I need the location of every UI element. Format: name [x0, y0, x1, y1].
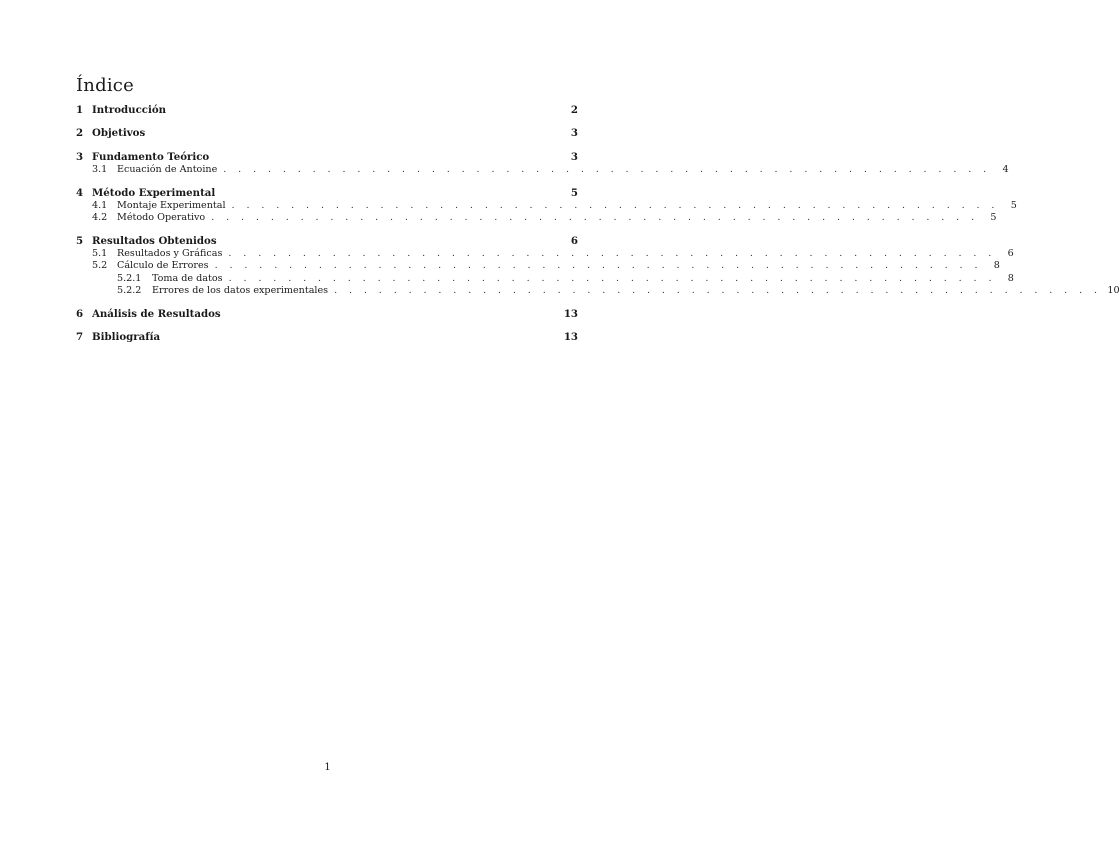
toc-entry-number: 4: [76, 186, 84, 199]
toc-dot-leader: . . . . . . . . . . . . . . . . . . . . . . . . . . . . . . . . . . . . . . . . . . . . . . . . . . . .: [228, 272, 996, 284]
toc-entry-number: 7: [76, 331, 84, 344]
toc-entry-title: Toma de datos: [152, 272, 223, 284]
toc-entry-page: 8: [993, 260, 1000, 272]
toc-entry-number: 5.2.2: [117, 284, 142, 296]
toc-entry-title: Análisis de Resultados: [92, 307, 221, 320]
toc-entry-number: 4.2: [92, 211, 108, 223]
toc-entry-number: 4.1: [92, 199, 108, 211]
toc-entry-page: 4: [1002, 163, 1009, 175]
toc-entry-title: Fundamento Teórico: [92, 150, 210, 163]
toc-entry-objetivos[interactable]: [76, 127, 578, 140]
toc-entry-ecuacion-antoine[interactable]: [76, 163, 1009, 176]
toc-entry-number: 5.1: [92, 247, 108, 259]
toc-entry-title: Montaje Experimental: [117, 199, 226, 211]
toc-entry-number: 1: [76, 104, 84, 116]
toc-entry-title: Cálculo de Errores: [117, 260, 209, 272]
toc-dot-leader: . . . . . . . . . . . . . . . . . . . . . . . . . . . . . . . . . . . . . . . . . . . . . . . . . . . .: [223, 163, 991, 175]
toc-heading: Índice: [76, 75, 134, 96]
toc-entry-introduccion[interactable]: [76, 104, 578, 117]
toc-entry-resultados-graficas[interactable]: [76, 247, 1014, 260]
toc-entry-bibliografia[interactable]: [76, 331, 578, 344]
toc-entry-fundamento-teorico[interactable]: [76, 151, 578, 164]
toc-entry-resultados-obtenidos[interactable]: [76, 235, 578, 248]
toc-entry-page: 13: [563, 331, 578, 344]
toc-entry-page: 5: [1010, 199, 1017, 211]
toc-entry-metodo-experimental[interactable]: [76, 187, 578, 200]
toc-entry-analisis-resultados[interactable]: [76, 308, 578, 321]
toc-entry-calculo-errores[interactable]: [76, 260, 1000, 272]
toc-entry-title: Bibliografía: [92, 331, 161, 344]
toc-entry-number: 5.2.1: [117, 272, 142, 284]
table-of-contents: [76, 104, 1120, 344]
toc-entry-metodo-operativo[interactable]: [76, 211, 997, 224]
toc-entry-toma-datos[interactable]: [76, 272, 1014, 285]
toc-dot-leader: . . . . . . . . . . . . . . . . . . . . . . . . . . . . . . . . . . . . . . . . . . . . . . . . . . . .: [211, 211, 979, 223]
page-number: 1: [324, 762, 331, 773]
toc-entry-number: 5: [76, 234, 84, 247]
toc-entry-page: 5: [990, 211, 997, 223]
toc-entry-page: 13: [563, 307, 578, 320]
toc-entry-page: 5: [570, 186, 578, 199]
toc-entry-number: 6: [76, 307, 84, 320]
toc-entry-page: 8: [1007, 272, 1014, 284]
toc-entry-page: 3: [570, 150, 578, 163]
toc-entry-title: Método Operativo: [117, 211, 206, 223]
toc-entry-title: Ecuación de Antoine: [117, 163, 218, 175]
toc-entry-title: Resultados y Gráficas: [117, 247, 223, 259]
toc-entry-title: Resultados Obtenidos: [92, 234, 217, 247]
toc-entry-number: 2: [76, 127, 84, 140]
toc-entry-title: Método Experimental: [92, 186, 216, 199]
toc-entry-title: Objetivos: [92, 127, 146, 140]
toc-entry-page: 6: [1007, 247, 1014, 259]
toc-entry-title: Introducción: [92, 104, 167, 116]
toc-entry-page: 10: [1107, 284, 1120, 296]
toc-dot-leader: . . . . . . . . . . . . . . . . . . . . . . . . . . . . . . . . . . . . . . . . . . . . . . . . . . . .: [231, 199, 999, 211]
toc-entry-page: 6: [570, 234, 578, 247]
toc-entry-errores-datos[interactable]: [76, 284, 1120, 297]
toc-entry-title: Errores de los datos experimentales: [152, 284, 329, 296]
toc-entry-page: 3: [570, 127, 578, 140]
toc-dot-leader: . . . . . . . . . . . . . . . . . . . . . . . . . . . . . . . . . . . . . . . . . . . . . . . . . . . .: [228, 247, 996, 259]
toc-dot-leader: . . . . . . . . . . . . . . . . . . . . . . . . . . . . . . . . . . . . . . . . . . . . . . . . . . . .: [214, 260, 982, 272]
toc-entry-number: 3: [76, 150, 84, 163]
toc-dot-leader: . . . . . . . . . . . . . . . . . . . . . . . . . . . . . . . . . . . . . . . . . . . . . . . . . . . .: [334, 284, 1102, 296]
toc-entry-number: 5.2: [92, 260, 108, 272]
toc-entry-montaje-experimental[interactable]: [76, 199, 1017, 212]
toc-entry-page: 2: [570, 104, 578, 116]
toc-entry-number: 3.1: [92, 163, 108, 175]
